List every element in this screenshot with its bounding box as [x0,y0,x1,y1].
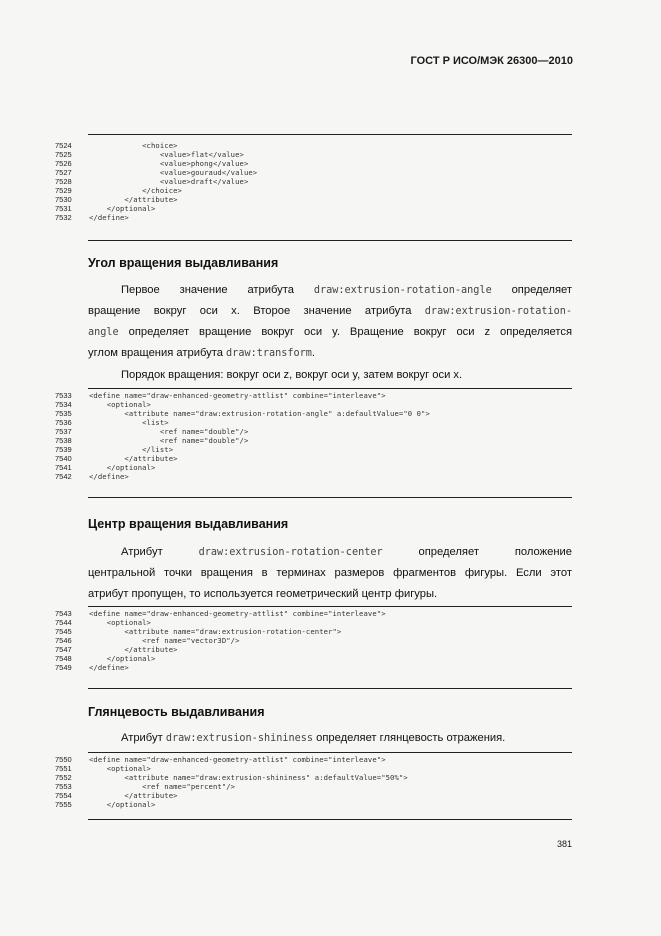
code-line [55,764,572,773]
line-number: 7528 [55,177,72,186]
line-number: 7531 [55,204,72,213]
code-line [55,400,572,409]
code-line [55,791,572,800]
line-number: 7543 [55,609,72,618]
paragraph [88,728,572,749]
code-line [55,454,572,463]
code-text: <choice> [89,141,178,150]
code-text: </define> [89,472,129,481]
paragraph-line [88,301,572,322]
paragraph-line: Порядок вращения: вокруг оси z, вокруг оси y, затем вокруг оси x. [121,369,463,381]
code-line [55,782,572,791]
code-line [55,436,572,445]
line-number: 7527 [55,168,72,177]
code-bottom-rule [88,819,572,820]
code-text: <value>gouraud</value> [89,168,258,177]
code-text: <list> [89,418,169,427]
code-ref: draw:extrusion-rotation- [424,306,572,317]
code-top-rule [88,606,572,607]
code-line [55,150,572,159]
line-number: 7547 [55,645,72,654]
code-line [55,177,572,186]
code-text: <ref name="double"/> [89,427,249,436]
code-text: <ref name="vector3D"/> [89,636,240,645]
code-top-rule [88,134,572,135]
code-text: </choice> [89,186,182,195]
line-number: 7524 [55,141,72,150]
code-bottom-rule [88,240,572,241]
code-line [55,409,572,418]
line-number: 7542 [55,472,72,481]
code-line [55,168,572,177]
paragraph-line: центральной точки вращения в терминах размеров фрагментов фигуры. Если этот [88,567,572,579]
code-text: </attribute> [89,645,178,654]
code-text: <attribute name="draw:extrusion-rotation-angle" a:defaultValue="0 0"> [89,409,430,418]
code-line [55,418,572,427]
text: вращение вокруг оси x. Второе значение атрибута [88,305,425,317]
code-line [55,609,572,618]
line-number: 7553 [55,782,72,791]
line-number: 7535 [55,409,72,418]
code-text: <define name="draw-enhanced-geometry-attlist" combine="interleave"> [89,755,386,764]
code-text: </attribute> [89,454,178,463]
line-number: 7534 [55,400,72,409]
line-number: 7555 [55,800,72,809]
code-text: </define> [89,663,129,672]
code-line [55,472,572,481]
code-text: <optional> [89,400,151,409]
line-number: 7551 [55,764,72,773]
code-line [55,773,572,782]
text: углом вращения атрибута [88,347,227,359]
line-number: 7536 [55,418,72,427]
code-text: <define name="draw-enhanced-geometry-attlist" combine="interleave"> [89,391,386,400]
section-heading: Глянцевость выдавливания [88,705,265,719]
code-ref: angle [88,327,119,338]
line-number: 7541 [55,463,72,472]
code-line [55,645,572,654]
paragraph-line [88,343,572,364]
code-text: </optional> [89,463,156,472]
code-ref: draw:extrusion-shininess [165,733,314,744]
page-number: 381 [557,839,573,849]
code-line [55,618,572,627]
code-line [55,213,572,222]
paragraph-line [88,542,572,563]
code-ref: draw:transform [226,348,312,359]
code-text: </attribute> [89,791,178,800]
text: положение [514,546,572,558]
line-number: 7529 [55,186,72,195]
code-line [55,755,572,764]
line-number: 7537 [55,427,72,436]
code-block [55,141,572,222]
code-line [55,195,572,204]
code-text: <attribute name="draw:extrusion-shininess" a:defaultValue="50%"> [89,773,408,782]
code-line [55,800,572,809]
code-line [55,427,572,436]
paragraph-line: атрибут пропущен, то используется геометрический центр фигуры. [88,588,438,600]
code-line [55,445,572,454]
code-text: <ref name="double"/> [89,436,249,445]
paragraph-line [88,280,572,301]
text: Первое значение атрибута [121,284,314,296]
code-top-rule [88,752,572,753]
code-text: </list> [89,445,174,454]
line-number: 7548 [55,654,72,663]
code-line [55,654,572,663]
code-ref: draw:extrusion-rotation-angle [313,285,492,296]
section-heading: Центр вращения выдавливания [88,517,289,531]
line-number: 7540 [55,454,72,463]
code-line [55,636,572,645]
code-block [55,609,572,672]
paragraph-line [88,728,572,749]
code-line [55,141,572,150]
code-ref: draw:extrusion-rotation-center [198,547,383,558]
code-text: </optional> [89,654,156,663]
line-number: 7550 [55,755,72,764]
code-text: </optional> [89,800,156,809]
line-number: 7532 [55,213,72,222]
code-line [55,463,572,472]
line-number: 7538 [55,436,72,445]
paragraph-line [88,322,572,343]
text: Атрибут [121,732,166,744]
code-text: <value>flat</value> [89,150,244,159]
line-number: 7533 [55,391,72,400]
line-number: 7530 [55,195,72,204]
code-text: <value>phong</value> [89,159,249,168]
code-text: </optional> [89,204,156,213]
line-number: 7546 [55,636,72,645]
code-line [55,663,572,672]
line-number: 7552 [55,773,72,782]
line-number: 7549 [55,663,72,672]
line-number: 7526 [55,159,72,168]
text: . [311,347,316,359]
code-line [55,627,572,636]
code-text: <define name="draw-enhanced-geometry-attlist" combine="interleave"> [89,609,386,618]
code-line [55,159,572,168]
code-text: <ref name="percent"/> [89,782,236,791]
code-text: <attribute name="draw:extrusion-rotation-center"> [89,627,342,636]
text: определяет глянцевость отражения. [313,732,506,744]
text: Атрибут [121,546,163,558]
code-line [55,391,572,400]
code-bottom-rule [88,688,572,689]
code-text: <value>draft</value> [89,177,249,186]
section-heading: Угол вращения выдавливания [88,256,279,270]
line-number: 7545 [55,627,72,636]
line-number: 7539 [55,445,72,454]
code-bottom-rule [88,497,572,498]
page-header: ГОСТ Р ИСО/МЭК 26300—2010 [410,55,573,67]
line-number: 7544 [55,618,72,627]
paragraph [88,542,572,605]
text: определяет [418,546,479,558]
paragraph [88,280,572,386]
code-text: <optional> [89,764,151,773]
code-block [55,391,572,481]
code-line [55,186,572,195]
line-number: 7525 [55,150,72,159]
text: определяет [491,284,572,296]
code-text: </attribute> [89,195,178,204]
line-number: 7554 [55,791,72,800]
code-top-rule [88,388,572,389]
text: определяет вращение вокруг оси y. Вращение вокруг оси z определяется [118,326,572,338]
code-block [55,755,572,809]
code-line [55,204,572,213]
code-text: </define> [89,213,129,222]
code-text: <optional> [89,618,151,627]
